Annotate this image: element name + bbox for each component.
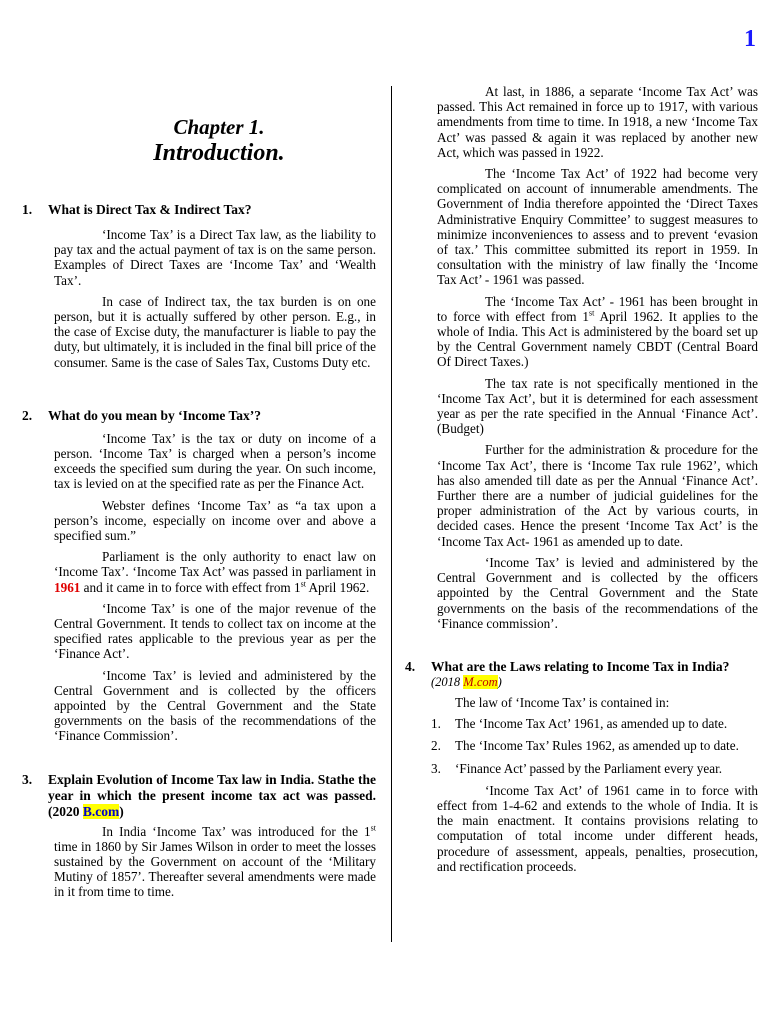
superscript: st xyxy=(370,823,376,833)
exam-tag: B.com xyxy=(82,803,120,819)
paragraph xyxy=(54,824,376,900)
superscript: st xyxy=(589,308,595,318)
exam-tag: M.com xyxy=(463,674,498,689)
text-run: Explain Evolution of Income Tax law in India. Stathe the year in which the present income tax act was passed. (2020 xyxy=(48,771,376,819)
list-item xyxy=(405,761,758,776)
paragraph: ‘Income Tax’ is one of the major revenue of the Central Government. It tends to collect tax on income at the specified rates applicable to the previous year as per the ‘Finance Act’. xyxy=(54,600,376,662)
text-run: April 1962. xyxy=(305,579,370,595)
question-text: What is Direct Tax & Indirect Tax? xyxy=(48,201,252,217)
column-divider xyxy=(391,86,392,942)
question-text: What are the Laws relating to Income Tax in India? xyxy=(431,658,730,674)
chapter-title: Introduction. xyxy=(153,140,285,167)
list-number: 2. xyxy=(431,738,441,754)
question-2 xyxy=(22,408,376,424)
list-text: The ‘Income Tax’ Rules 1962, as amended up to date. xyxy=(455,738,739,754)
question-4 xyxy=(405,659,758,675)
paragraph: Further for the administration & procedure for the ‘Income Tax Act’, there is ‘Income Tax rule 1962’, which has also amended till date as per the Annual ‘Finance Act’. Further there are a number of judicial guidelines for the proper administration of the Act by various courts, in decided cases. Hence the present ‘Income Tax Act’ is the ‘Income Tax Act- 1961 as amended up to date. xyxy=(437,442,758,549)
law-list xyxy=(405,716,758,776)
paragraph: Webster defines ‘Income Tax’ as “a tax upon a person’s income, especially on income over and above a specified sum.” xyxy=(54,497,376,543)
exam-source-note xyxy=(431,675,758,690)
question-number: 2. xyxy=(22,407,33,423)
paragraph xyxy=(54,549,376,595)
text-run: ) xyxy=(497,674,502,689)
paragraph: ‘Income Tax’ is a Direct Tax law, as the liability to pay tax and the actual payment of tax is on the same person. Examples of Direct Taxes are ‘Income Tax’ and ‘Wealth Tax’. xyxy=(54,226,376,288)
text-run: ) xyxy=(119,803,124,819)
paragraph: ‘Income Tax’ is levied and administered by the Central Government and is collected by the officers appointed by the Central Government and the State governments on the basis of the recommendations of the ‘Finance Commission’. xyxy=(54,667,376,744)
paragraph: ‘Income Tax Act’ of 1961 came in to force with effect from 1-4-62 and extends to the whole of India. It is the main enactment. It contains provisions relating to computation of total income under different heads, procedure of assessment, appeals, penalties, prosecution, and rectification proceeds. xyxy=(437,782,758,874)
left-column xyxy=(22,84,376,906)
page-number: 1 xyxy=(744,26,756,52)
question-text xyxy=(48,772,376,820)
paragraph xyxy=(437,294,758,370)
list-number: 3. xyxy=(431,760,441,776)
text-run: In India ‘Income Tax’ was introduced for the 1 xyxy=(102,823,371,839)
list-text: ‘Finance Act’ passed by the Parliament every year. xyxy=(455,760,723,776)
list-number: 1. xyxy=(431,716,441,732)
question-text: What do you mean by ‘Income Tax’? xyxy=(48,407,262,423)
text-run: time in 1860 by Sir James Wilson in order to meet the losses sustained by the Government on account of the ‘Military Mutiny of 1857’. Thereafter several amendments were made in it from time to time. xyxy=(54,838,376,900)
question-1 xyxy=(22,202,376,218)
list-item xyxy=(405,716,758,731)
list-item xyxy=(405,738,758,753)
question-number: 4. xyxy=(405,658,416,674)
question-number: 3. xyxy=(22,771,33,787)
highlighted-year: 1961 xyxy=(54,579,81,595)
question-3 xyxy=(22,772,376,820)
list-text: The ‘Income Tax Act’ 1961, as amended up to date. xyxy=(455,716,728,732)
question-number: 1. xyxy=(22,201,33,217)
superscript: st xyxy=(300,579,306,589)
text-run: (2018 xyxy=(431,674,464,689)
text-run: Parliament is the only authority to enact law on ‘Income Tax’. ‘Income Tax Act’ was passed in parliament in xyxy=(54,549,376,580)
text-run: April 1962. It applies to the whole of India. This Act is administered by the board set up by the Central Government namely CBDT (Central Board Of Direct Taxes.) xyxy=(437,308,758,370)
paragraph: The ‘Income Tax Act’ of 1922 had become very complicated on account of innumerable amendments. The Government of India therefore appointed the ‘Direct Taxes Administrative Enquiry Committee’ to suggest measures to minimize inconveniences to assess and to prevent ‘evasion of tax.’ This committee submitted its report in 1959. In consultation with the ministry of law finally the ‘Income Tax Act’ - 1961 was passed. xyxy=(437,166,758,288)
paragraph: ‘Income Tax’ is the tax or duty on income of a person. ‘Income Tax’ is charged when a person’s income exceeds the specified sum during the year. On such income, tax is levied on at the specified rate as per the Finance Act. xyxy=(54,430,376,492)
paragraph: The law of ‘Income Tax’ is contained in: xyxy=(455,694,670,710)
right-column xyxy=(405,84,758,880)
text-run: and it came in to force with effect from 1 xyxy=(80,579,301,595)
paragraph: At last, in 1886, a separate ‘Income Tax Act’ was passed. This Act remained in force up to 1917, with various amendments from time to time. In 1918, a new ‘Income Tax Act’ was passed & again it was replaced by another new Act, which was passed in 1922. xyxy=(437,84,758,160)
paragraph: In case of Indirect tax, the tax burden is on one person, but it is actually suffered by other person. E.g., in the case of Excise duty, the manufacturer is liable to pay the duty, but ultimately, it is included in the final bill price of the consumer. Same is the case of Sales Tax, Customs Duty etc. xyxy=(54,293,376,370)
paragraph: The tax rate is not specifically mentioned in the ‘Income Tax Act’, but it is determined for each assessment year as per the rate specified in the Annual ‘Finance Act’. (Budget) xyxy=(437,375,758,437)
text-run: The ‘Income Tax Act’ - 1961 has been brought in to force with effect from 1 xyxy=(437,293,758,324)
paragraph: ‘Income Tax’ is levied and administered by the Central Government and is collected by the officers appointed by the Central Government and the State governments on the basis of the recommendations of the ‘Finance commission’. xyxy=(437,554,758,631)
chapter-label: Chapter 1. xyxy=(173,115,265,139)
